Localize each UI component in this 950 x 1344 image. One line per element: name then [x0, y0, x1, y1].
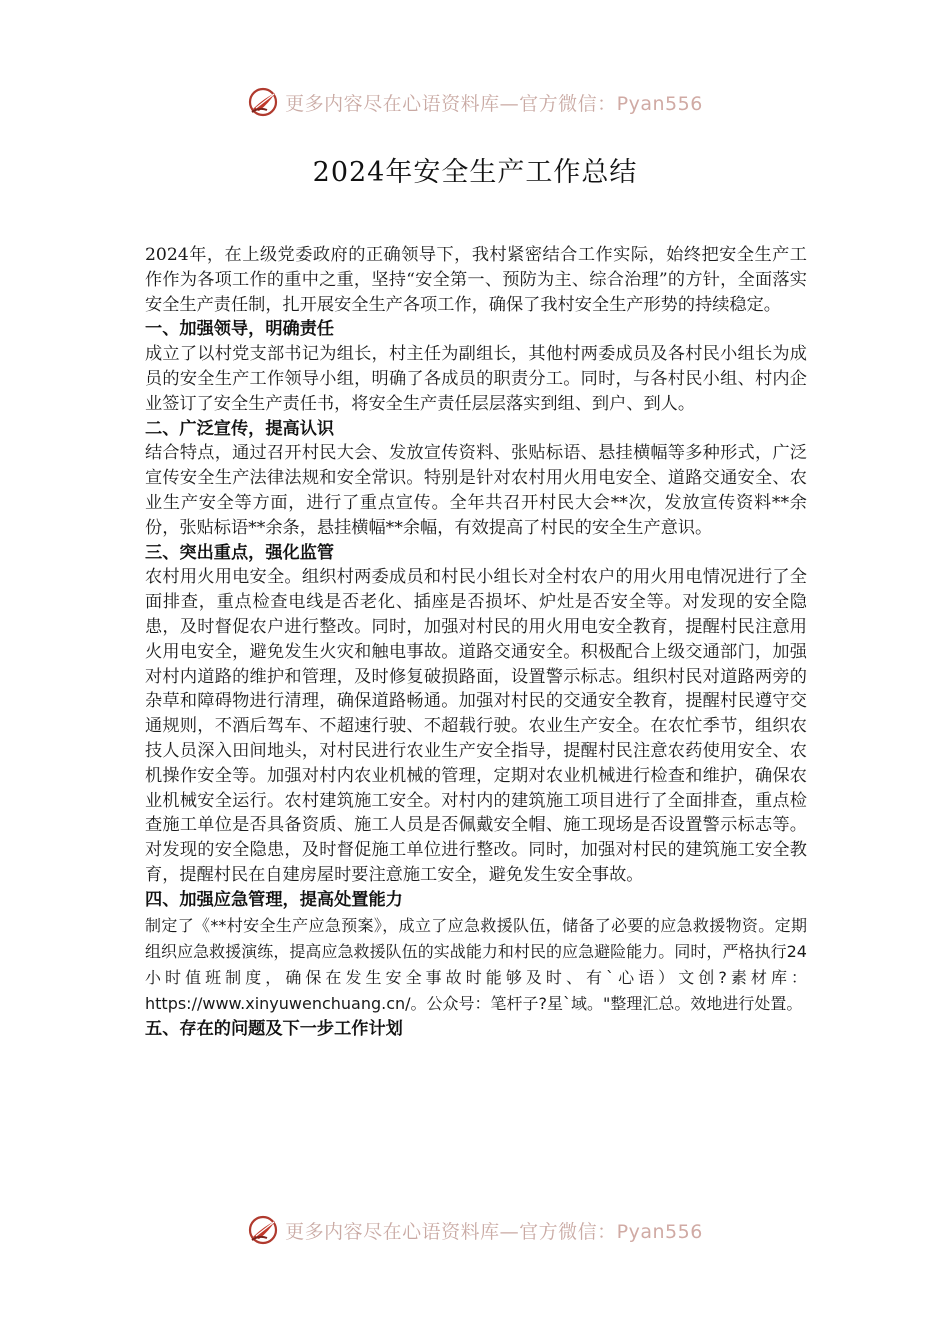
section-heading-2: 二、广泛宣传，提高认识 [145, 418, 335, 439]
document-title: 2024年安全生产工作总结 [312, 157, 638, 188]
section-heading-4: 四、加强应急管理，提高处置能力 [145, 889, 403, 910]
watermark-text: 更多内容尽在心语资料库—官方微信：Pyan556 [285, 92, 703, 115]
header-watermark [0, 82, 950, 122]
section-body-3: 农村用火用电安全。组织村两委成员和村民小组长对全村农户的用火用电情况进行了全面排查，重点检查电线是否老化、插座是否损坏、炉灶是否安全等。对发现的安全隐患，及时督促农户进行整改。同时，加强对村民的用火用电安全教育，提醒村民注意用火用电安全，避免发生火灾和触电事故。道路交通安全。积极配合上级交通部门，加强对村内道路的维护和管理，及时修复破损路面，设置警示标志。组织村民对道路两旁的杂草和障碍物进行清理，确保道路畅通。加强对村民的交通安全教育，提醒村民遵守交通规则，不酒后驾车、不超速行驶、不超载行驶。农业生产安全。在农忙季节，组织农技人员深入田间地头，对村民进行农业生产安全指导，提醒村民注意农药使用安全、农机操作安全等。加强对村内农业机械的管理，定期对农业机械进行检查和维护，确保农业机械安全运行。农村建筑施工安全。对村内的建筑施工项目进行了全面排查，重点检查施工单位是否具备资质、施工人员是否佩戴安全帽、施工现场是否设置警示标志等。对发现的安全隐患，及时督促施工单位进行整改。同时，加强对村民的建筑施工安全教育，提醒村民在自建房屋时要注意施工安全，避免发生安全事故。 [145, 567, 807, 885]
watermark-text: 更多内容尽在心语资料库—官方微信：Pyan556 [285, 1220, 703, 1243]
footer-watermark [0, 1210, 950, 1250]
section-body-1: 成立了以村党支部书记为组长，村主任为副组长，其他村两委成员及各村民小组长为成员的安全生产工作领导小组，明确了各成员的职责分工。同时，与各村民小组、村内企业签订了安全生产责任书，将安全生产责任层层落实到组、到户、到人。 [145, 344, 807, 414]
intro-paragraph: 2024年，在上级党委政府的正确领导下，我村紧密结合工作实际，始终把安全生产工作作为各项工作的重中之重，坚持“安全第一、预防为主、综合治理”的方针，全面落实安全生产责任制，扎开展安全生产各项工作，确保了我村安全生产形势的持续稳定。 [145, 245, 807, 315]
document-body [145, 243, 807, 1041]
section-body-4: 制定了《**村安全生产应急预案》，成立了应急救援队伍，储备了必要的应急救援物资。定期组织应急救援演练，提高应急救援队伍的实战能力和村民的应急避险能力。同时，严格执行24小时值班制度，确保在发生安全事故时能够及时、有`心语）文创?素材库：https://www.xinyuwenchuang.cn/。公众号：笔杆子?星`域。"整理汇总。效地进行处置。 [145, 915, 807, 1013]
quill-book-icon [247, 85, 281, 119]
section-heading-1: 一、加强领导，明确责任 [145, 319, 335, 340]
section-body-2: 结合特点，通过召开村民大会、发放宣传资料、张贴标语、悬挂横幅等多种形式，广泛宣传安全生产法律法规和安全常识。特别是针对农村用火用电安全、道路交通安全、农业生产安全等方面，进行了重点宣传。全年共召开村民大会**次，发放宣传资料**余份，张贴标语**余条，悬挂横幅**余幅，有效提高了村民的安全生产意识。 [145, 443, 807, 538]
section-heading-3: 三、突出重点，强化监管 [145, 542, 335, 563]
quill-book-icon [247, 1213, 281, 1247]
section-heading-5: 五、存在的问题及下一步工作计划 [145, 1018, 403, 1039]
